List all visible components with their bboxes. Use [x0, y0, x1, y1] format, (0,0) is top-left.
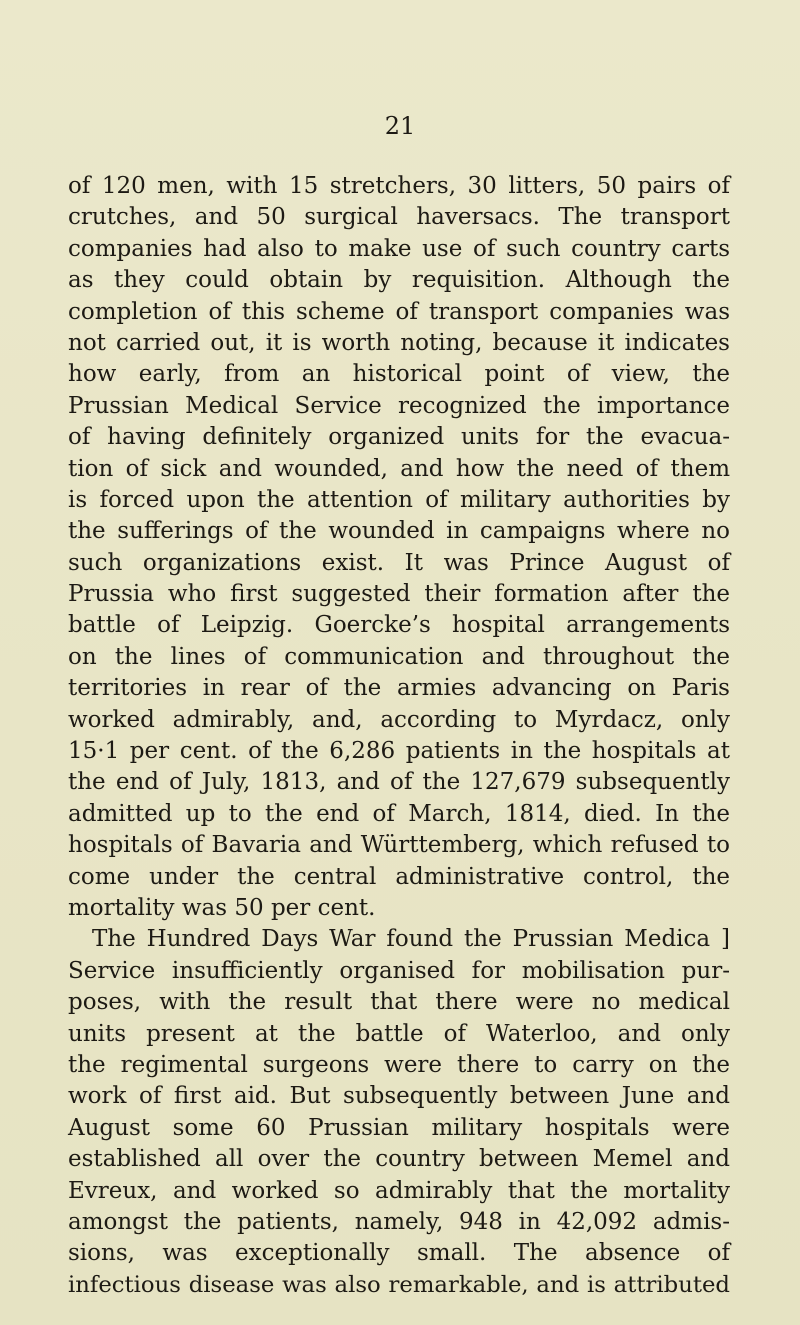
text-line: come under the central administrative control, the	[68, 863, 730, 890]
text-line: not carried out, it is worth noting, because it indicates	[68, 329, 730, 356]
text-line: established all over the country between Memel and	[68, 1146, 730, 1173]
text-line: as they could obtain by requisition. Although the	[68, 267, 730, 294]
text-line: territories in rear of the armies advancing on Paris	[68, 675, 730, 702]
text-line: the regimental surgeons were there to carry on the	[68, 1051, 730, 1078]
text-line: tion of sick and wounded, and how the need of them	[68, 455, 730, 482]
text-line: Evreux, and worked so admirably that the mortality	[68, 1177, 730, 1204]
text-line: infectious disease was also remarkable, and is attributed	[68, 1271, 730, 1298]
text-line: battle of Leipzig. Goercke’s hospital arrangements	[68, 612, 730, 639]
text-line-paragraph-end: mortality was 50 per cent.	[68, 894, 376, 921]
text-line: 15·1 per cent. of the 6,286 patients in the hospitals at	[68, 738, 730, 765]
text-line: of 120 men, with 15 stretchers, 30 litters, 50 pairs of	[68, 173, 730, 199]
page-number: 21	[384, 112, 416, 140]
text-line: companies had also to make use of such country carts	[68, 235, 730, 262]
text-line: units present at the battle of Waterloo, and only	[68, 1020, 730, 1047]
text-line: poses, with the result that there were no medical	[68, 989, 730, 1016]
text-line: sions, was exceptionally small. The absence of	[68, 1240, 730, 1267]
text-line: worked admirably, and, according to Myrdacz, only	[68, 706, 730, 733]
text-line: amongst the patients, namely, 948 in 42,092 admis-	[68, 1208, 730, 1235]
text-line: is forced upon the attention of military authorities by	[68, 486, 730, 513]
text-line: the sufferings of the wounded in campaigns where no	[68, 518, 730, 545]
text-line: the end of July, 1813, and of the 127,679 subsequently	[68, 769, 730, 796]
text-line: how early, from an historical point of view, the	[68, 361, 730, 388]
body-text	[68, 171, 730, 1301]
text-line: August some 60 Prussian military hospitals were	[68, 1114, 730, 1141]
text-line: completion of this scheme of transport companies was	[68, 298, 730, 325]
text-line: hospitals of Bavaria and Württemberg, which refused to	[68, 832, 730, 859]
text-line: of having definitely organized units for the evacua-	[68, 424, 730, 451]
text-line: Prussia who first suggested their formation after the	[68, 581, 730, 608]
text-line: crutches, and 50 surgical haversacs. The transport	[68, 204, 730, 231]
text-line: Prussian Medical Service recognized the importance	[68, 392, 730, 419]
text-line: such organizations exist. It was Prince August of	[68, 549, 730, 576]
text-line-paragraph-start: The Hundred Days War found the Prussian Medica ]	[92, 926, 730, 953]
text-line: on the lines of communication and throughout the	[68, 643, 730, 670]
text-line: Service insufficiently organised for mobilisation pur-	[68, 957, 730, 984]
text-line: work of first aid. But subsequently between June and	[68, 1083, 730, 1110]
text-line: admitted up to the end of March, 1814, died. In the	[68, 800, 730, 827]
